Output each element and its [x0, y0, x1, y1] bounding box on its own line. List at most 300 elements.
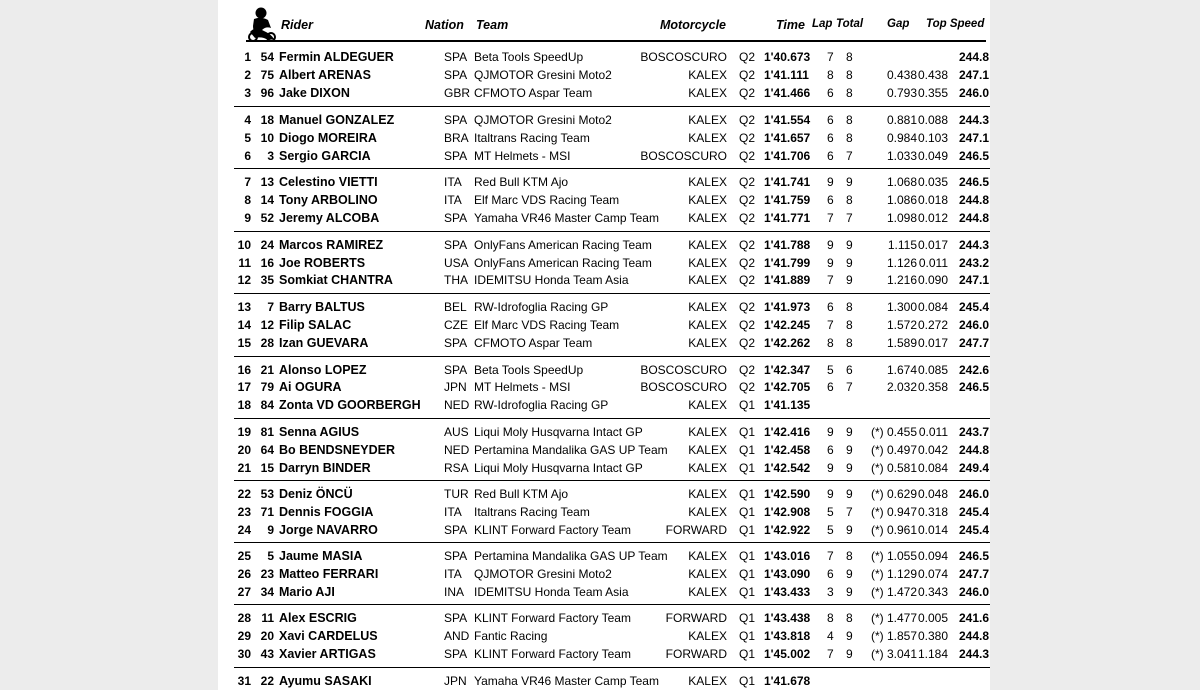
- cell-gap1: 1.115: [887, 238, 917, 252]
- cell-moto: KALEX: [688, 256, 727, 270]
- cell-speed: 243.7: [958, 425, 989, 439]
- cell-pos: 5: [244, 131, 251, 145]
- cell-total: 6: [846, 363, 853, 377]
- cell-time: 1'41.111: [764, 68, 809, 82]
- cell-speed: 241.6: [958, 611, 989, 625]
- cell-nation: SPA: [444, 211, 468, 225]
- table-row: [0, 316, 1200, 334]
- cell-gap2: 0.358: [918, 380, 949, 394]
- cell-lap: 9: [827, 425, 834, 439]
- cell-moto: KALEX: [688, 68, 727, 82]
- cell-rider: Tony ARBOLINO: [279, 193, 378, 207]
- cell-team: KLINT Forward Factory Team: [474, 611, 631, 625]
- cell-pos: 7: [244, 175, 251, 189]
- table-row: [0, 236, 1200, 254]
- header-motorcycle: Motorcycle: [660, 18, 726, 32]
- cell-time: 1'42.245: [764, 318, 811, 332]
- cell-total: 9: [846, 647, 853, 661]
- cell-moto: KALEX: [688, 238, 727, 252]
- cell-total: 8: [846, 86, 853, 100]
- cell-pos: 8: [244, 193, 251, 207]
- cell-gap2: 0.005: [918, 611, 949, 625]
- table-row: [0, 672, 1200, 690]
- cell-moto: KALEX: [688, 318, 727, 332]
- cell-nation: BEL: [444, 300, 467, 314]
- cell-gap1: (*) 1.129: [870, 567, 917, 581]
- cell-pos: 9: [244, 211, 251, 225]
- table-row: [0, 627, 1200, 645]
- cell-time: 1'41.678: [764, 674, 811, 688]
- cell-nation: SPA: [444, 523, 468, 537]
- cell-gap1: (*) 0.455: [870, 425, 917, 439]
- cell-session: Q1: [739, 443, 756, 457]
- cell-nation: RSA: [444, 461, 469, 475]
- cell-gap1: 1.086: [886, 193, 917, 207]
- cell-rider: Jaume MASIA: [279, 549, 363, 563]
- cell-lap: 3: [827, 585, 834, 599]
- cell-gap2: 1.184: [918, 647, 949, 661]
- table-row: [0, 147, 1200, 165]
- cell-rider: Alonso LOPEZ: [279, 363, 367, 377]
- cell-speed: 246.5: [958, 149, 989, 163]
- cell-rider: Xavier ARTIGAS: [279, 647, 376, 661]
- cell-gap1: (*) 1.477: [870, 611, 917, 625]
- cell-time: 1'42.458: [764, 443, 811, 457]
- cell-moto: BOSCOSCURO: [640, 149, 727, 163]
- cell-gap2: 0.017: [918, 336, 949, 350]
- cell-lap: 5: [827, 523, 834, 537]
- cell-num: 11: [261, 611, 274, 625]
- cell-speed: 247.7: [958, 567, 989, 581]
- header-divider: [246, 40, 986, 42]
- cell-speed: 247.1: [958, 68, 989, 82]
- cell-num: 43: [260, 647, 274, 661]
- table-row: [0, 191, 1200, 209]
- cell-session: Q1: [739, 523, 756, 537]
- cell-session: Q2: [739, 363, 756, 377]
- cell-session: Q2: [739, 336, 756, 350]
- cell-pos: 30: [237, 647, 251, 661]
- cell-pos: 1: [244, 50, 251, 64]
- table-row: [0, 271, 1200, 289]
- cell-time: 1'41.554: [764, 113, 811, 127]
- cell-lap: 6: [827, 300, 834, 314]
- cell-lap: 7: [827, 273, 834, 287]
- cell-gap2: 0.035: [918, 175, 949, 189]
- cell-pos: 19: [237, 425, 251, 439]
- cell-team: KLINT Forward Factory Team: [474, 523, 631, 537]
- cell-moto: KALEX: [688, 487, 727, 501]
- cell-lap: 7: [827, 549, 834, 563]
- cell-moto: KALEX: [688, 336, 727, 350]
- cell-pos: 31: [237, 674, 251, 688]
- cell-num: 53: [260, 487, 274, 501]
- cell-lap: 9: [827, 175, 834, 189]
- cell-time: 1'41.973: [764, 300, 811, 314]
- cell-pos: 4: [244, 113, 251, 127]
- cell-num: 24: [260, 238, 274, 252]
- cell-rider: Darryn BINDER: [279, 461, 371, 475]
- cell-time: 1'45.002: [764, 647, 811, 661]
- cell-moto: KALEX: [688, 585, 727, 599]
- cell-team: Yamaha VR46 Master Camp Team: [474, 674, 659, 688]
- cell-num: 16: [260, 256, 274, 270]
- header-top-speed: Top Speed: [926, 18, 985, 30]
- table-row: [0, 254, 1200, 272]
- cell-moto: KALEX: [688, 629, 727, 643]
- cell-gap2: 0.084: [918, 461, 949, 475]
- cell-lap: 6: [827, 131, 834, 145]
- cell-speed: 246.5: [958, 549, 989, 563]
- cell-rider: Alex ESCRIG: [279, 611, 357, 625]
- cell-session: Q2: [739, 193, 756, 207]
- cell-session: Q1: [739, 425, 756, 439]
- cell-speed: 246.0: [958, 585, 989, 599]
- cell-moto: KALEX: [688, 461, 727, 475]
- cell-gap2: 0.088: [918, 113, 949, 127]
- cell-pos: 27: [237, 585, 251, 599]
- cell-num: 79: [260, 380, 274, 394]
- header-team: Team: [476, 18, 509, 32]
- cell-session: Q1: [739, 398, 756, 412]
- cell-moto: FORWARD: [665, 523, 727, 537]
- table-row: [0, 645, 1200, 663]
- table-row: [0, 503, 1200, 521]
- cell-total: 7: [846, 380, 853, 394]
- cell-total: 9: [846, 273, 853, 287]
- cell-time: 1'42.922: [764, 523, 811, 537]
- cell-speed: 244.3: [958, 113, 989, 127]
- cell-speed: 242.6: [958, 363, 989, 377]
- cell-total: 7: [846, 149, 853, 163]
- cell-time: 1'42.590: [764, 487, 811, 501]
- cell-total: 8: [846, 549, 853, 563]
- cell-lap: 5: [827, 363, 834, 377]
- cell-nation: SPA: [444, 113, 468, 127]
- cell-rider: Bo BENDSNEYDER: [279, 443, 395, 457]
- cell-speed: 246.0: [958, 318, 989, 332]
- cell-speed: 245.4: [958, 300, 989, 314]
- cell-pos: 10: [237, 238, 251, 252]
- cell-rider: Sergio GARCIA: [279, 149, 371, 163]
- cell-gap2: 0.018: [918, 193, 949, 207]
- cell-session: Q2: [739, 318, 756, 332]
- cell-session: Q2: [739, 273, 756, 287]
- cell-nation: SPA: [444, 647, 468, 661]
- cell-gap2: 0.049: [918, 149, 949, 163]
- cell-lap: 5: [827, 505, 834, 519]
- cell-team: RW-Idrofoglia Racing GP: [474, 398, 609, 412]
- cell-total: 8: [846, 318, 853, 332]
- cell-session: Q2: [739, 113, 756, 127]
- cell-rider: Jorge NAVARRO: [279, 523, 378, 537]
- cell-nation: SPA: [444, 149, 468, 163]
- cell-moto: KALEX: [688, 131, 727, 145]
- cell-pos: 13: [237, 300, 251, 314]
- cell-team: Liqui Moly Husqvarna Intact GP: [474, 425, 643, 439]
- cell-moto: BOSCOSCURO: [640, 380, 727, 394]
- cell-speed: 243.2: [958, 256, 989, 270]
- cell-moto: KALEX: [688, 273, 727, 287]
- cell-moto: KALEX: [688, 443, 727, 457]
- cell-lap: 4: [827, 629, 834, 643]
- cell-moto: KALEX: [688, 193, 727, 207]
- cell-gap1: 1.068: [886, 175, 917, 189]
- cell-rider: Fermin ALDEGUER: [279, 50, 394, 64]
- cell-time: 1'41.889: [764, 273, 811, 287]
- cell-session: Q2: [739, 149, 756, 163]
- cell-moto: KALEX: [688, 674, 727, 688]
- cell-gap2: 0.048: [918, 487, 949, 501]
- table-row: [0, 361, 1200, 379]
- cell-nation: ITA: [444, 175, 462, 189]
- cell-lap: 8: [827, 336, 834, 350]
- cell-gap1: (*) 1.055: [870, 549, 917, 563]
- cell-num: 15: [260, 461, 274, 475]
- cell-team: Elf Marc VDS Racing Team: [474, 193, 620, 207]
- cell-lap: 7: [827, 647, 834, 661]
- table-row: [0, 459, 1200, 477]
- cell-moto: KALEX: [688, 113, 727, 127]
- cell-nation: AUS: [444, 425, 469, 439]
- cell-lap: 8: [827, 68, 834, 82]
- cell-rider: Jeremy ALCOBA: [279, 211, 380, 225]
- cell-time: 1'43.016: [764, 549, 811, 563]
- cell-pos: 6: [244, 149, 251, 163]
- cell-session: Q1: [739, 487, 756, 501]
- table-row: [0, 378, 1200, 396]
- table-row: [0, 565, 1200, 583]
- cell-gap1: (*) 1.472: [870, 585, 917, 599]
- cell-speed: 246.0: [958, 487, 989, 501]
- cell-pos: 22: [237, 487, 251, 501]
- table-row: [0, 441, 1200, 459]
- cell-session: Q2: [739, 211, 756, 225]
- cell-pos: 16: [237, 363, 251, 377]
- header-gap: Gap: [887, 18, 910, 30]
- cell-nation: SPA: [444, 68, 468, 82]
- group-divider: [234, 106, 990, 107]
- cell-moto: KALEX: [688, 300, 727, 314]
- cell-moto: BOSCOSCURO: [640, 363, 727, 377]
- cell-pos: 3: [244, 86, 251, 100]
- cell-num: 14: [260, 193, 274, 207]
- cell-speed: 244.3: [958, 647, 989, 661]
- cell-team: Yamaha VR46 Master Camp Team: [474, 211, 659, 225]
- cell-gap1: 2.032: [886, 380, 917, 394]
- group-divider: [234, 356, 990, 357]
- table-row: [0, 66, 1200, 84]
- cell-gap2: 0.103: [918, 131, 949, 145]
- cell-nation: THA: [444, 273, 468, 287]
- header-time: Time: [776, 18, 805, 32]
- cell-num: 21: [260, 363, 274, 377]
- cell-rider: Senna AGIUS: [279, 425, 360, 439]
- cell-gap1: (*) 3.041: [870, 647, 917, 661]
- cell-rider: Deniz ÖNCÜ: [279, 487, 353, 501]
- header-lap: Lap: [812, 18, 833, 30]
- cell-num: 71: [260, 505, 274, 519]
- group-divider: [234, 168, 990, 169]
- cell-pos: 28: [237, 611, 251, 625]
- cell-num: 12: [260, 318, 274, 332]
- cell-gap1: 0.438: [886, 68, 917, 82]
- table-row: [0, 84, 1200, 102]
- cell-moto: KALEX: [688, 425, 727, 439]
- motorcycle-rider-icon: [244, 6, 278, 42]
- cell-num: 52: [260, 211, 274, 225]
- cell-lap: 6: [827, 567, 834, 581]
- cell-speed: 246.5: [958, 175, 989, 189]
- cell-team: QJMOTOR Gresini Moto2: [474, 113, 612, 127]
- cell-total: 9: [846, 523, 853, 537]
- cell-gap2: 0.272: [918, 318, 949, 332]
- cell-rider: Jake DIXON: [279, 86, 350, 100]
- cell-nation: SPA: [444, 50, 468, 64]
- cell-rider: Manuel GONZALEZ: [279, 113, 395, 127]
- cell-num: 75: [260, 68, 274, 82]
- cell-team: IDEMITSU Honda Team Asia: [474, 273, 629, 287]
- cell-pos: 18: [237, 398, 251, 412]
- cell-speed: 245.4: [958, 505, 989, 519]
- cell-team: Italtrans Racing Team: [474, 131, 590, 145]
- cell-nation: NED: [444, 443, 470, 457]
- cell-rider: Joe ROBERTS: [279, 256, 366, 270]
- cell-rider: Zonta VD GOORBERGH: [279, 398, 421, 412]
- group-divider: [234, 293, 990, 294]
- cell-lap: 7: [827, 50, 834, 64]
- cell-session: Q1: [739, 647, 756, 661]
- cell-session: Q2: [739, 50, 756, 64]
- cell-total: 8: [846, 336, 853, 350]
- group-divider: [234, 667, 990, 668]
- cell-moto: KALEX: [688, 549, 727, 563]
- cell-time: 1'42.705: [764, 380, 811, 394]
- cell-nation: AND: [444, 629, 470, 643]
- cell-gap1: (*) 0.581: [870, 461, 917, 475]
- cell-time: 1'42.416: [764, 425, 811, 439]
- table-row: [0, 298, 1200, 316]
- cell-rider: Marcos RAMIREZ: [279, 238, 384, 252]
- cell-moto: KALEX: [688, 211, 727, 225]
- cell-lap: 9: [827, 238, 834, 252]
- cell-gap1: 1.589: [886, 336, 917, 350]
- group-divider: [234, 418, 990, 419]
- table-row: [0, 547, 1200, 565]
- cell-gap2: 0.011: [918, 256, 948, 270]
- header-total: Total: [836, 18, 864, 30]
- cell-total: 9: [846, 461, 853, 475]
- cell-time: 1'42.908: [764, 505, 811, 519]
- cell-num: 5: [267, 549, 274, 563]
- cell-moto: KALEX: [688, 398, 727, 412]
- cell-speed: 244.8: [958, 50, 989, 64]
- cell-gap2: 0.011: [918, 425, 948, 439]
- cell-total: 9: [846, 487, 853, 501]
- table-row: [0, 129, 1200, 147]
- cell-total: 8: [846, 300, 853, 314]
- cell-rider: Celestino VIETTI: [279, 175, 378, 189]
- cell-num: 20: [260, 629, 274, 643]
- cell-rider: Barry BALTUS: [279, 300, 365, 314]
- cell-gap2: 0.090: [918, 273, 949, 287]
- cell-time: 1'41.135: [764, 398, 811, 412]
- cell-lap: 9: [827, 461, 834, 475]
- cell-rider: Ai OGURA: [279, 380, 342, 394]
- cell-team: QJMOTOR Gresini Moto2: [474, 68, 612, 82]
- cell-num: 54: [260, 50, 274, 64]
- cell-lap: 6: [827, 380, 834, 394]
- cell-team: CFMOTO Aspar Team: [474, 86, 593, 100]
- cell-total: 8: [846, 68, 853, 82]
- cell-total: 8: [846, 50, 853, 64]
- cell-speed: 244.8: [958, 443, 989, 457]
- cell-speed: 244.8: [958, 193, 989, 207]
- cell-num: 10: [260, 131, 274, 145]
- cell-session: Q1: [739, 585, 756, 599]
- cell-nation: BRA: [444, 131, 469, 145]
- cell-total: 9: [846, 256, 853, 270]
- cell-team: Elf Marc VDS Racing Team: [474, 318, 620, 332]
- cell-pos: 15: [237, 336, 251, 350]
- cell-time: 1'41.657: [764, 131, 811, 145]
- cell-num: 7: [267, 300, 274, 314]
- cell-pos: 29: [237, 629, 251, 643]
- group-divider: [234, 604, 990, 605]
- cell-team: RW-Idrofoglia Racing GP: [474, 300, 609, 314]
- cell-time: 1'42.262: [764, 336, 811, 350]
- cell-moto: FORWARD: [665, 647, 727, 661]
- cell-team: OnlyFans American Racing Team: [474, 238, 652, 252]
- cell-num: 84: [260, 398, 274, 412]
- cell-speed: 246.0: [958, 86, 989, 100]
- cell-rider: Albert ARENAS: [279, 68, 371, 82]
- cell-pos: 24: [237, 523, 251, 537]
- cell-moto: KALEX: [688, 86, 727, 100]
- cell-speed: 244.3: [958, 238, 989, 252]
- cell-rider: Dennis FOGGIA: [279, 505, 374, 519]
- table-row: [0, 209, 1200, 227]
- cell-session: Q2: [739, 238, 756, 252]
- cell-session: Q1: [739, 611, 756, 625]
- cell-time: 1'41.741: [764, 175, 811, 189]
- cell-total: 8: [846, 193, 853, 207]
- cell-total: 8: [846, 113, 853, 127]
- cell-lap: 9: [827, 487, 834, 501]
- cell-num: 22: [260, 674, 274, 688]
- cell-nation: SPA: [444, 611, 468, 625]
- cell-session: Q2: [739, 256, 756, 270]
- cell-team: Pertamina Mandalika GAS UP Team: [474, 443, 668, 457]
- cell-gap2: 0.343: [918, 585, 949, 599]
- cell-team: QJMOTOR Gresini Moto2: [474, 567, 612, 581]
- table-row: [0, 173, 1200, 191]
- cell-gap1: 1.674: [886, 363, 917, 377]
- cell-moto: BOSCOSCURO: [640, 50, 727, 64]
- cell-pos: 2: [244, 68, 251, 82]
- cell-total: 9: [846, 238, 853, 252]
- cell-team: MT Helmets - MSI: [474, 149, 571, 163]
- cell-gap1: 1.098: [886, 211, 917, 225]
- cell-gap1: (*) 0.497: [870, 443, 917, 457]
- cell-time: 1'43.818: [764, 629, 811, 643]
- cell-num: 13: [260, 175, 274, 189]
- cell-num: 9: [267, 523, 274, 537]
- table-row: [0, 396, 1200, 414]
- cell-session: Q2: [739, 300, 756, 314]
- table-row: [0, 111, 1200, 129]
- cell-lap: 6: [827, 193, 834, 207]
